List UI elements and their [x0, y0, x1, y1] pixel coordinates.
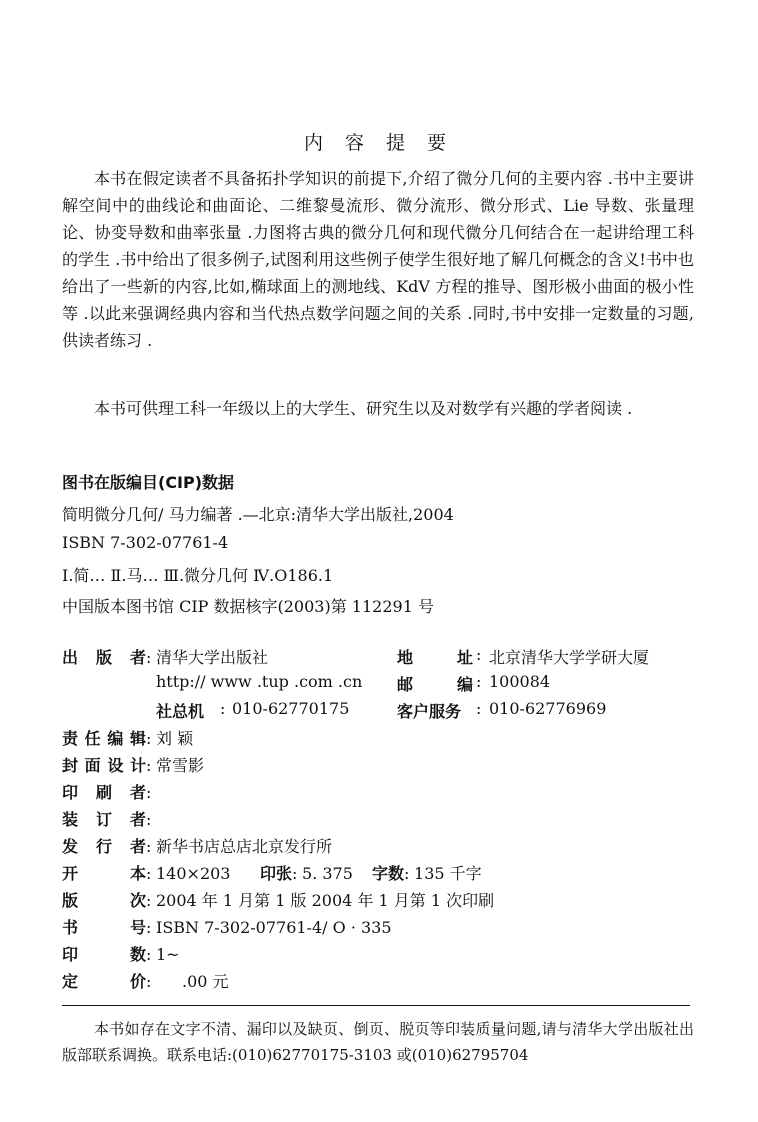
switchboard-label: 社总机 — [156, 702, 205, 721]
binder-label: 装 订 者 — [62, 810, 146, 829]
print-run-value: 1~ — [156, 945, 180, 964]
edition-value: 2004 年 1 月第 1 版 2004 年 1 月第 1 次印刷 — [156, 891, 495, 910]
isbn-row: 书 号: ISBN 7-302-07761-4/ O · 335 — [62, 915, 392, 939]
switchboard-value: 010-62770175 — [232, 699, 350, 718]
editor-row: 责任编辑: 刘 颖 — [62, 726, 193, 750]
website-value: http:// www .tup .com .cn — [156, 672, 363, 691]
printer-label: 印 刷 者 — [62, 783, 146, 802]
printer-row: 印 刷 者: — [62, 780, 156, 804]
footer-notice: 本书如存在文字不清、漏印以及缺页、倒页、脱页等印装质量问题,请与清华大学出版社出版部联系调换。联系电话:(010)62770175-3103 或(010)62795704 — [62, 1020, 694, 1064]
service-label: 客户服务 — [397, 702, 462, 721]
isbn-value: ISBN 7-302-07761-4/ O · 335 — [156, 918, 392, 937]
price-value: .00 元 — [182, 972, 229, 991]
cip-record-number: 中国版本图书馆 CIP 数据核字(2003)第 112291 号 — [62, 597, 434, 616]
publisher-value: 清华大学出版社 — [156, 648, 269, 667]
format-label: 开 本 — [62, 864, 146, 883]
address-value: 北京清华大学学研大厦 — [489, 648, 650, 667]
distributor-label: 发 行 者 — [62, 837, 146, 856]
cip-classification-line: Ⅰ.简… Ⅱ.马… Ⅲ.微分几何 Ⅳ.O186.1 — [62, 566, 334, 585]
edition-row: 版 次: 2004 年 1 月第 1 版 2004 年 1 月第 1 次印刷 — [62, 888, 494, 912]
service-value: 010-62776969 — [489, 699, 607, 718]
distributor-row: 发 行 者: 新华书店总店北京发行所 — [62, 834, 332, 858]
editor-value: 刘 颖 — [156, 729, 194, 748]
print-run-row: 印 数: 1~ — [62, 942, 180, 966]
copyright-page: 内 容 提 要 本书在假定读者不具备拓扑学知识的前提下,介绍了微分几何的主要内容 .书中主要讲解空间中的曲线论和曲面论、二维黎曼流形、微分流形、微分形式、Lie 导数、张量理论、协变导数和曲率张量 .力图将古典的微分几何和现代微分几何结合在一起讲给理工科的学生 .书中给出了很多例子,试图利用这些例子使学生很好地了解几何概念的含义!书中也给出了一些新的内容,比如,椭球面上的测地线、KdV 方程的推导、图形极小曲面的极小性等 .以此来强调经典内容和当代热点数学问题之间的关系 .同时,书中安排一定数量的习题,供读者练习 . 本书可供理工科一年级以上的大学生、研究生以及对数学有兴趣的学者阅读 . 图书在版编目(CIP)数据 简明微分几何/ 马力编著 .—北京:清华大学出版社,2004 ISBN 7-302-07761-4 Ⅰ.简… Ⅱ.马… Ⅲ.微分几何 Ⅳ.O186.1 中国版本图书馆 CIP 数据核字(2003)第 112291 号 出 版 者: 清华大学出版社 地 址 : 北京清华大学学研大厦 http:// www .tup .com .cn 邮 编 : 100084 社总机 : 010-62770175 客户服务 : 010-62776969 责任编辑: 刘 颖 封面设计: 常雪影 印 刷 者: 装 订 者: 发 行 者: 新华书店总店北京发行所 开 本: 140×203 印张: 5. 375 字数: 135 千字 版 次: 2004 年 1 月第 1 版 2004 年 1 月第 1 次印刷 书 号: ISBN 7-302-07761-4/ O · 335 印 数: 1~ 定 价: .00 元 本书如存在文字不清、漏印以及缺页、倒页、脱页等印装质量问题,请与清华大学出版社出版部联系调换。联系电话:(010)62770175-3103 或(010)62795704 — [0, 0, 758, 1122]
summary-paragraph-2: 本书可供理工科一年级以上的大学生、研究生以及对数学有兴趣的学者阅读 . — [94, 399, 633, 418]
postcode-value: 100084 — [489, 672, 551, 691]
sheets-label: 印张 — [260, 864, 293, 883]
cip-isbn-line: ISBN 7-302-07761-4 — [62, 533, 229, 552]
cover-design-row: 封面设计: 常雪影 — [62, 753, 204, 777]
sheets-value: 5. 375 — [302, 864, 353, 883]
format-row: 开 本: 140×203 印张: 5. 375 字数: 135 千字 — [62, 861, 482, 885]
cip-title-line: 简明微分几何/ 马力编著 .—北京:清华大学出版社,2004 — [62, 505, 454, 524]
editor-label: 责任编辑 — [62, 729, 146, 748]
edition-label: 版 次 — [62, 891, 146, 910]
publisher-label: 出 版 者 — [62, 648, 146, 667]
postcode-label: 邮 编 — [397, 675, 473, 694]
cover-design-label: 封面设计 — [62, 756, 146, 775]
summary-title: 内 容 提 要 — [303, 132, 455, 154]
format-value: 140×203 — [156, 864, 231, 883]
words-value: 135 千字 — [414, 864, 482, 883]
distributor-value: 新华书店总店北京发行所 — [156, 837, 333, 856]
words-label: 字数 — [372, 864, 405, 883]
print-run-label: 印 数 — [62, 945, 146, 964]
address-label: 地 址 — [397, 648, 473, 667]
isbn-label: 书 号 — [62, 918, 146, 937]
publisher-row: 出 版 者: 清华大学出版社 — [62, 645, 268, 669]
price-row: 定 价: .00 元 — [62, 969, 229, 993]
cip-heading: 图书在版编目(CIP)数据 — [62, 473, 235, 492]
binder-row: 装 订 者: — [62, 807, 156, 831]
website-row — [156, 672, 362, 696]
footer-divider — [62, 1005, 690, 1006]
cover-design-value: 常雪影 — [156, 756, 205, 775]
summary-paragraph-1: 本书在假定读者不具备拓扑学知识的前提下,介绍了微分几何的主要内容 .书中主要讲解空间中的曲线论和曲面论、二维黎曼流形、微分流形、微分形式、Lie 导数、张量理论、协变导数和曲率张量 .力图将古典的微分几何和现代微分几何结合在一起讲给理工科的学生 .书中给出了很多例子,试图利用这些例子使学生很好地了解几何概念的含义!书中也给出了一些新的内容,比如,椭球面上的测地线、KdV 方程的推导、图形极小曲面的极小性等 .以此来强调经典内容和当代热点数学问题之间的关系 .同时,书中安排一定数量的习题,供读者练习 . — [62, 169, 694, 350]
price-label: 定 价 — [62, 972, 146, 991]
